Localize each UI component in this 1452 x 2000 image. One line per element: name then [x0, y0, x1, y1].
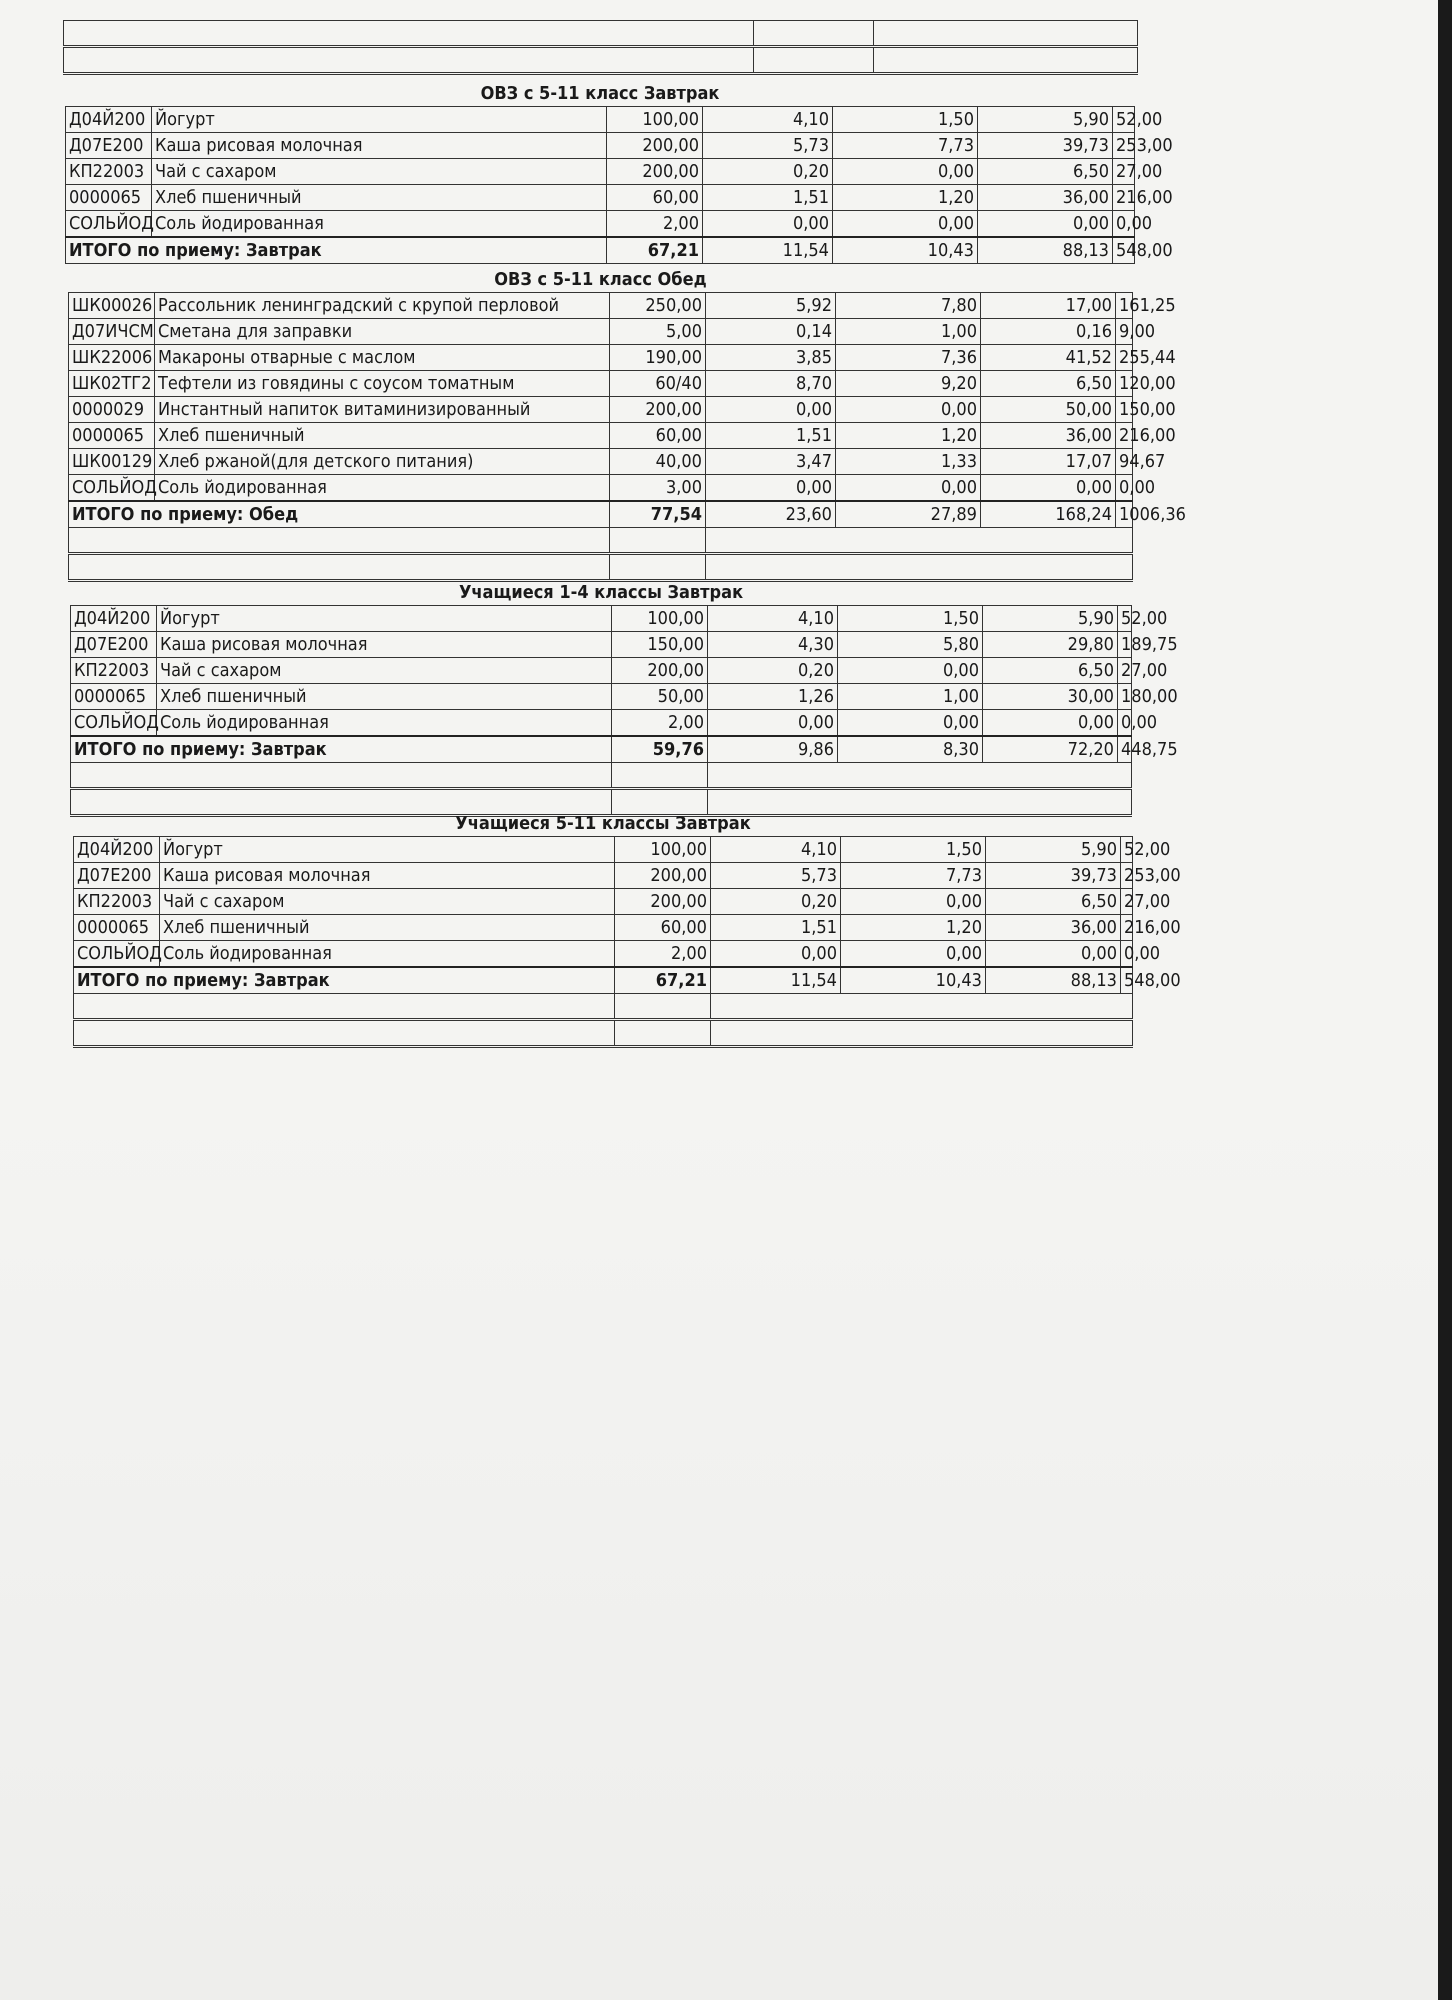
table-row: [69, 475, 1133, 502]
table-row: [66, 211, 1135, 238]
carbs: 36,00: [978, 185, 1113, 211]
portion: 150,00: [612, 632, 708, 658]
table-row: [66, 159, 1135, 185]
fat: 1,00: [838, 684, 983, 710]
carbs: 0,00: [986, 941, 1121, 968]
protein: 4,10: [711, 837, 841, 863]
total-value: 77,54: [610, 501, 706, 528]
carbs: 0,16: [981, 319, 1116, 345]
carbs: 6,50: [986, 889, 1121, 915]
portion: 60,00: [607, 185, 703, 211]
protein: 4,30: [708, 632, 838, 658]
table-row: [71, 606, 1132, 632]
dish-name: Соль йодированная: [160, 941, 615, 968]
dish-name: Соль йодированная: [157, 710, 612, 737]
table-row: [74, 863, 1133, 889]
carbs: 36,00: [986, 915, 1121, 941]
portion: 200,00: [615, 863, 711, 889]
protein: 0,20: [703, 159, 833, 185]
total-value: 11,54: [711, 967, 841, 994]
table-row: [71, 684, 1132, 710]
portion: 50,00: [612, 684, 708, 710]
dish-name: Соль йодированная: [155, 475, 610, 502]
table-row: [66, 185, 1135, 211]
calories: 52,00: [1113, 107, 1135, 133]
dish-code: ШК02ТГ2: [69, 371, 155, 397]
protein: 0,20: [708, 658, 838, 684]
table-row: [74, 941, 1133, 968]
calories: 189,75: [1118, 632, 1132, 658]
protein: 4,10: [708, 606, 838, 632]
protein: 5,73: [703, 133, 833, 159]
total-label: ИТОГО по приему: Обед: [69, 501, 610, 528]
total-row: [71, 736, 1132, 763]
dish-code: Д07Е200: [74, 863, 160, 889]
carbs: 29,80: [983, 632, 1118, 658]
dish-name: Чай с сахаром: [152, 159, 607, 185]
menu-section: [70, 581, 1178, 817]
portion: 60/40: [610, 371, 706, 397]
total-value: 59,76: [612, 736, 708, 763]
total-value: 548,00: [1121, 967, 1133, 994]
calories: 216,00: [1121, 915, 1133, 941]
dish-name: Хлеб пшеничный: [160, 915, 615, 941]
table-row: [69, 371, 1133, 397]
calories: 0,00: [1118, 710, 1132, 737]
dish-name: Тефтели из говядины с соусом томатным: [155, 371, 610, 397]
fat: 1,20: [836, 423, 981, 449]
total-value: 10,43: [833, 237, 978, 264]
carbs: 30,00: [983, 684, 1118, 710]
menu-table: [68, 292, 1186, 582]
fat: 1,20: [833, 185, 978, 211]
portion: 100,00: [612, 606, 708, 632]
carbs: 0,00: [978, 211, 1113, 238]
fat: 1,20: [841, 915, 986, 941]
total-value: 88,13: [986, 967, 1121, 994]
menu-section: [65, 82, 1173, 264]
portion: 3,00: [610, 475, 706, 502]
calories: 216,00: [1113, 185, 1135, 211]
portion: 2,00: [615, 941, 711, 968]
protein: 1,51: [706, 423, 836, 449]
calories: 161,25: [1116, 293, 1133, 319]
portion: 5,00: [610, 319, 706, 345]
calories: 253,00: [1113, 133, 1135, 159]
table-row: [74, 889, 1133, 915]
dish-name: Рассольник ленинградский с крупой перловой: [155, 293, 610, 319]
dish-code: КП22003: [74, 889, 160, 915]
calories: 9,00: [1116, 319, 1133, 345]
carbs: 39,73: [986, 863, 1121, 889]
protein: 3,85: [706, 345, 836, 371]
empty-row: [69, 554, 1133, 581]
portion: 40,00: [610, 449, 706, 475]
dish-code: 0000065: [69, 423, 155, 449]
total-value: 27,89: [836, 501, 981, 528]
dish-name: Макароны отварные с маслом: [155, 345, 610, 371]
calories: 0,00: [1121, 941, 1133, 968]
menu-table: [70, 605, 1178, 817]
fat: 7,73: [833, 133, 978, 159]
total-value: 72,20: [983, 736, 1118, 763]
dish-code: СОЛЬЙОД: [69, 475, 155, 502]
portion: 60,00: [615, 915, 711, 941]
carbs: 6,50: [978, 159, 1113, 185]
total-value: 548,00: [1113, 237, 1135, 264]
total-value: 11,54: [703, 237, 833, 264]
portion: 200,00: [607, 133, 703, 159]
table-row: [69, 397, 1133, 423]
top-empty-table: [63, 20, 1138, 75]
dish-name: Чай с сахаром: [160, 889, 615, 915]
calories: 52,00: [1121, 837, 1133, 863]
fat: 0,00: [833, 159, 978, 185]
protein: 5,92: [706, 293, 836, 319]
dish-code: СОЛЬЙОД: [74, 941, 160, 968]
dish-name: Хлеб пшеничный: [155, 423, 610, 449]
menu-section: [73, 812, 1181, 1048]
calories: 216,00: [1116, 423, 1133, 449]
dish-code: Д04Й200: [71, 606, 157, 632]
protein: 0,00: [708, 710, 838, 737]
section-title: Учащиеся 5-11 классы Завтрак: [455, 813, 751, 834]
portion: 200,00: [615, 889, 711, 915]
empty-row: [69, 528, 1133, 554]
scan-edge: [1438, 0, 1452, 2000]
carbs: 0,00: [981, 475, 1116, 502]
dish-code: ШК00129: [69, 449, 155, 475]
dish-name: Йогурт: [157, 606, 612, 632]
blank-lower-page: [0, 1060, 1438, 2000]
total-value: 67,21: [615, 967, 711, 994]
total-value: 1006,36: [1116, 501, 1133, 528]
fat: 1,50: [833, 107, 978, 133]
portion: 2,00: [612, 710, 708, 737]
empty-row: [74, 994, 1133, 1020]
menu-table: [73, 836, 1181, 1048]
protein: 8,70: [706, 371, 836, 397]
fat: 0,00: [838, 710, 983, 737]
dish-code: Д07ИЧСМ: [69, 319, 155, 345]
carbs: 36,00: [981, 423, 1116, 449]
total-label: ИТОГО по приему: Завтрак: [66, 237, 607, 264]
table-row: [71, 710, 1132, 737]
total-row: [74, 967, 1133, 994]
protein: 1,26: [708, 684, 838, 710]
dish-code: 0000029: [69, 397, 155, 423]
fat: 0,00: [836, 397, 981, 423]
portion: 250,00: [610, 293, 706, 319]
protein: 0,00: [703, 211, 833, 238]
dish-name: Каша рисовая молочная: [160, 863, 615, 889]
calories: 150,00: [1116, 397, 1133, 423]
menu-table: [65, 106, 1173, 264]
carbs: 5,90: [983, 606, 1118, 632]
section-title: ОВЗ с 5-11 класс Завтрак: [480, 83, 720, 104]
fat: 1,50: [841, 837, 986, 863]
portion: 100,00: [615, 837, 711, 863]
portion: 60,00: [610, 423, 706, 449]
carbs: 39,73: [978, 133, 1113, 159]
table-row: [74, 915, 1133, 941]
dish-name: Каша рисовая молочная: [152, 133, 607, 159]
table-row: [69, 423, 1133, 449]
dish-code: КП22003: [66, 159, 152, 185]
carbs: 6,50: [983, 658, 1118, 684]
protein: 0,20: [711, 889, 841, 915]
empty-row: [74, 1020, 1133, 1047]
carbs: 41,52: [981, 345, 1116, 371]
total-value: 448,75: [1118, 736, 1132, 763]
total-row: [66, 237, 1135, 264]
calories: 94,67: [1116, 449, 1133, 475]
dish-code: 0000065: [74, 915, 160, 941]
dish-code: СОЛЬЙОД: [66, 211, 152, 238]
dish-code: ШК00026: [69, 293, 155, 319]
dish-name: Сметана для заправки: [155, 319, 610, 345]
dish-code: 0000065: [66, 185, 152, 211]
protein: 0,00: [706, 397, 836, 423]
section-title: ОВЗ с 5-11 класс Обед: [494, 269, 707, 290]
fat: 1,33: [836, 449, 981, 475]
dish-code: 0000065: [71, 684, 157, 710]
fat: 0,00: [841, 941, 986, 968]
carbs: 6,50: [981, 371, 1116, 397]
total-value: 10,43: [841, 967, 986, 994]
total-value: 168,24: [981, 501, 1116, 528]
carbs: 17,07: [981, 449, 1116, 475]
dish-name: Инстантный напиток витаминизированный: [155, 397, 610, 423]
section-title: Учащиеся 1-4 классы Завтрак: [458, 582, 744, 603]
fat: 5,80: [838, 632, 983, 658]
fat: 9,20: [836, 371, 981, 397]
fat: 7,36: [836, 345, 981, 371]
dish-name: Каша рисовая молочная: [157, 632, 612, 658]
portion: 200,00: [612, 658, 708, 684]
empty-row: [71, 763, 1132, 789]
table-row: [69, 345, 1133, 371]
calories: 0,00: [1116, 475, 1133, 502]
protein: 0,00: [706, 475, 836, 502]
dish-code: КП22003: [71, 658, 157, 684]
fat: 7,80: [836, 293, 981, 319]
dish-code: Д07Е200: [71, 632, 157, 658]
portion: 200,00: [610, 397, 706, 423]
table-row: [69, 319, 1133, 345]
protein: 0,00: [711, 941, 841, 968]
fat: 0,00: [841, 889, 986, 915]
dish-name: Чай с сахаром: [157, 658, 612, 684]
total-value: 9,86: [708, 736, 838, 763]
dish-name: Хлеб ржаной(для детского питания): [155, 449, 610, 475]
portion: 200,00: [607, 159, 703, 185]
carbs: 50,00: [981, 397, 1116, 423]
dish-code: Д04Й200: [66, 107, 152, 133]
protein: 0,14: [706, 319, 836, 345]
table-row: [69, 449, 1133, 475]
fat: 1,50: [838, 606, 983, 632]
protein: 5,73: [711, 863, 841, 889]
dish-code: Д07Е200: [66, 133, 152, 159]
portion: 100,00: [607, 107, 703, 133]
table-row: [71, 632, 1132, 658]
table-row: [66, 133, 1135, 159]
total-value: 8,30: [838, 736, 983, 763]
carbs: 0,00: [983, 710, 1118, 737]
total-row: [69, 501, 1133, 528]
table-row: [71, 658, 1132, 684]
carbs: 17,00: [981, 293, 1116, 319]
calories: 255,44: [1116, 345, 1133, 371]
calories: 253,00: [1121, 863, 1133, 889]
total-value: 23,60: [706, 501, 836, 528]
protein: 1,51: [703, 185, 833, 211]
calories: 52,00: [1118, 606, 1132, 632]
carbs: 5,90: [978, 107, 1113, 133]
carbs: 5,90: [986, 837, 1121, 863]
portion: 2,00: [607, 211, 703, 238]
table-row: [74, 837, 1133, 863]
total-label: ИТОГО по приему: Завтрак: [74, 967, 615, 994]
table-row: [69, 293, 1133, 319]
fat: 0,00: [836, 475, 981, 502]
fat: 0,00: [838, 658, 983, 684]
calories: 180,00: [1118, 684, 1132, 710]
fat: 0,00: [833, 211, 978, 238]
total-value: 88,13: [978, 237, 1113, 264]
dish-name: Хлеб пшеничный: [152, 185, 607, 211]
protein: 3,47: [706, 449, 836, 475]
protein: 4,10: [703, 107, 833, 133]
dish-code: Д04Й200: [74, 837, 160, 863]
total-label: ИТОГО по приему: Завтрак: [71, 736, 612, 763]
calories: 0,00: [1113, 211, 1135, 238]
fat: 7,73: [841, 863, 986, 889]
calories: 27,00: [1121, 889, 1133, 915]
total-value: 67,21: [607, 237, 703, 264]
dish-name: Йогурт: [152, 107, 607, 133]
calories: 27,00: [1113, 159, 1135, 185]
calories: 27,00: [1118, 658, 1132, 684]
dish-code: СОЛЬЙОД: [71, 710, 157, 737]
protein: 1,51: [711, 915, 841, 941]
menu-section: [68, 268, 1186, 582]
dish-code: ШК22006: [69, 345, 155, 371]
dish-name: Соль йодированная: [152, 211, 607, 238]
table-row: [66, 107, 1135, 133]
dish-name: Хлеб пшеничный: [157, 684, 612, 710]
calories: 120,00: [1116, 371, 1133, 397]
fat: 1,00: [836, 319, 981, 345]
portion: 190,00: [610, 345, 706, 371]
dish-name: Йогурт: [160, 837, 615, 863]
